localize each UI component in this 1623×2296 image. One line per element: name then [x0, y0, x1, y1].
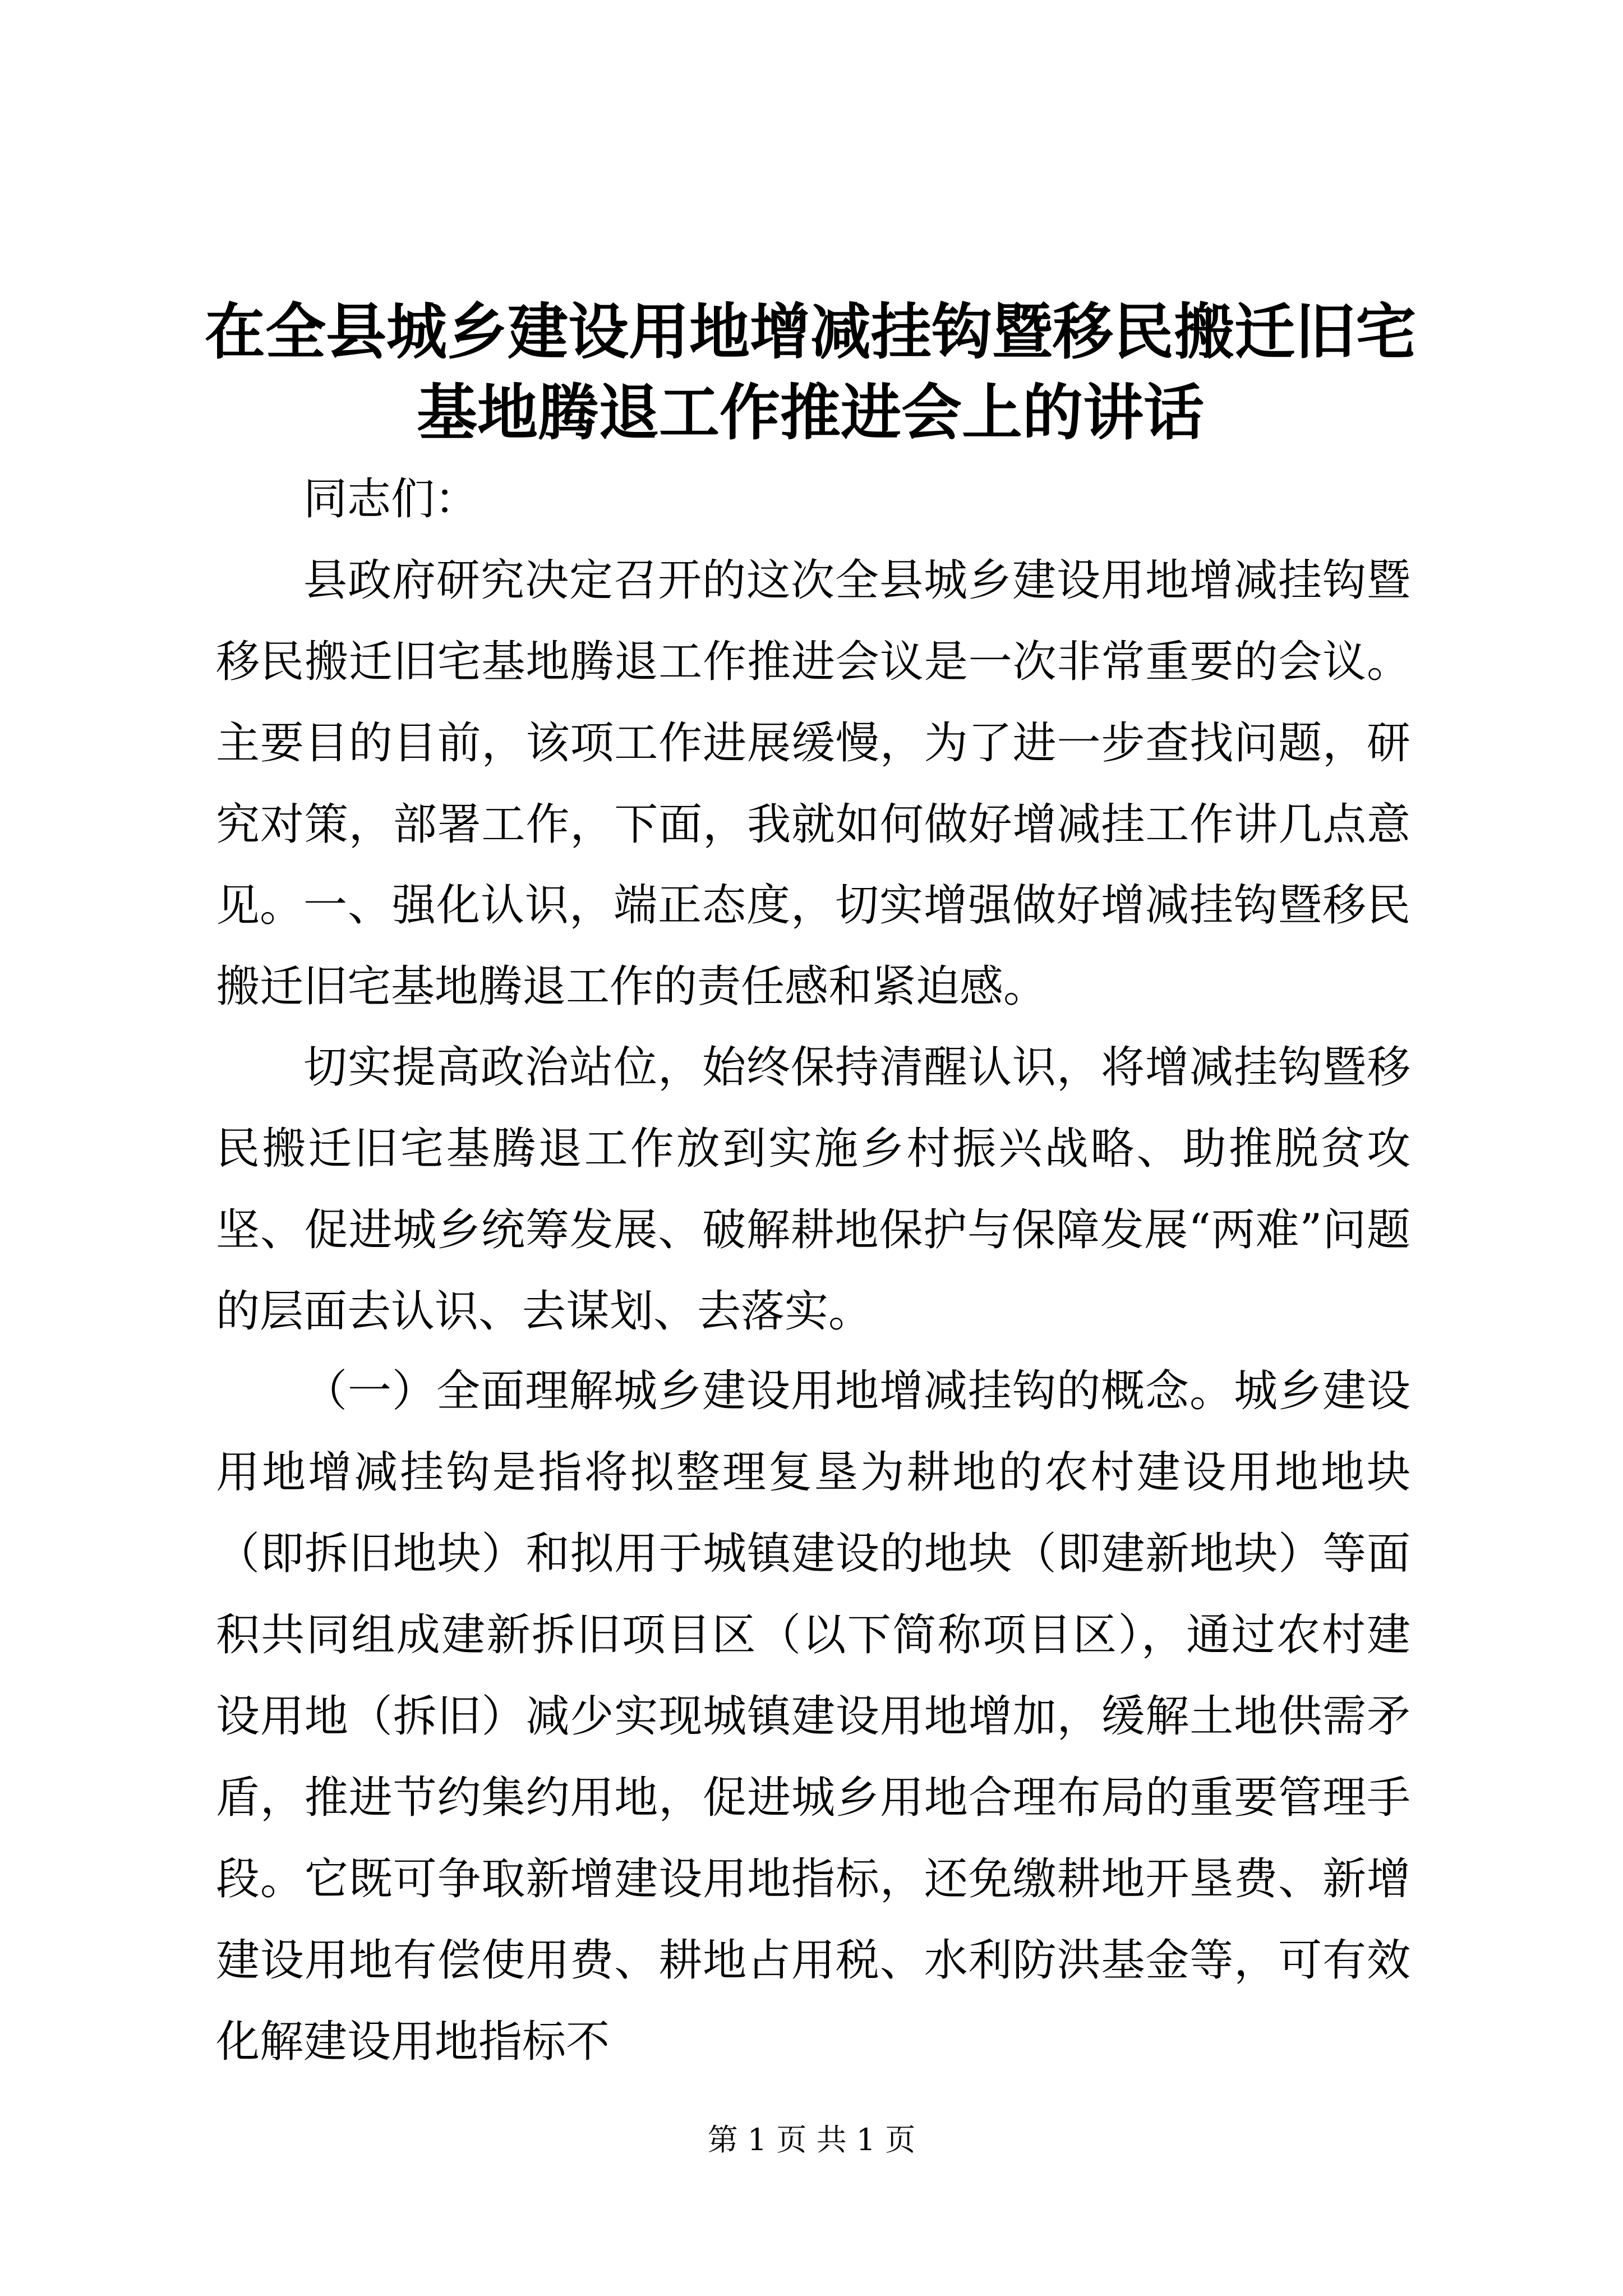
document-title-line-2: 基地腾退工作推进会上的讲话 — [416, 378, 1204, 448]
document-title-line-1: 在全县城乡建设用地增减挂钩暨移民搬迁旧宅 — [204, 297, 1416, 367]
section-heading-1: 一、强化认识，端正态度，切实增强做好增减挂钩暨移民搬迁旧宅基地腾退工作的责任感和紧迫感。 — [216, 880, 1410, 1012]
greeting: 同志们： — [303, 474, 479, 524]
paragraph-concept: （一）全面理解城乡建设用地增减挂钩的概念。城乡建设用地增减挂钩是指将拟整理复垦为耕地的农村建设用地地块（即拆旧地块）和拟用于城镇建设的地块（即建新地块）等面积共同组成建新拆旧项目区（以下简称项目区），通过农村建设用地（拆旧）减少实现城镇建设用地增加，缓解土地供需矛盾，推进节约集约用地，促进城乡用地合理布局的重要管理手段。它既可争取新增建设用地指标，还免缴耕地开垦费、新增建设用地有偿使用费、耕地占用税、水利防洪基金等，可有效化解建设用地指标不 — [216, 1366, 1410, 2067]
paragraph-political-stance: 切实提高政治站位，始终保持清醒认识，将增减挂钩暨移民搬迁旧宅基腾退工作放到实施乡村振兴战略、助推脱贫攻坚、促进城乡统筹发展、破解耕地保护与保障发展“两难”问题的层面去认识、去谋划、去落实。 — [216, 1042, 1410, 1337]
paragraph-intro: 县政府研究决定召开的这次全县城乡建设用地增减挂钩暨移民搬迁旧宅基地腾退工作推进会议是一次非常重要的会议。主要目的目前，该项工作进展缓慢，为了进一步查找问题，研究对策，部署工作，下面，我就如何做好增减挂工作讲几点意见。 — [216, 555, 1410, 931]
page-footer: 第 1 页 共 1 页 — [707, 2122, 916, 2157]
